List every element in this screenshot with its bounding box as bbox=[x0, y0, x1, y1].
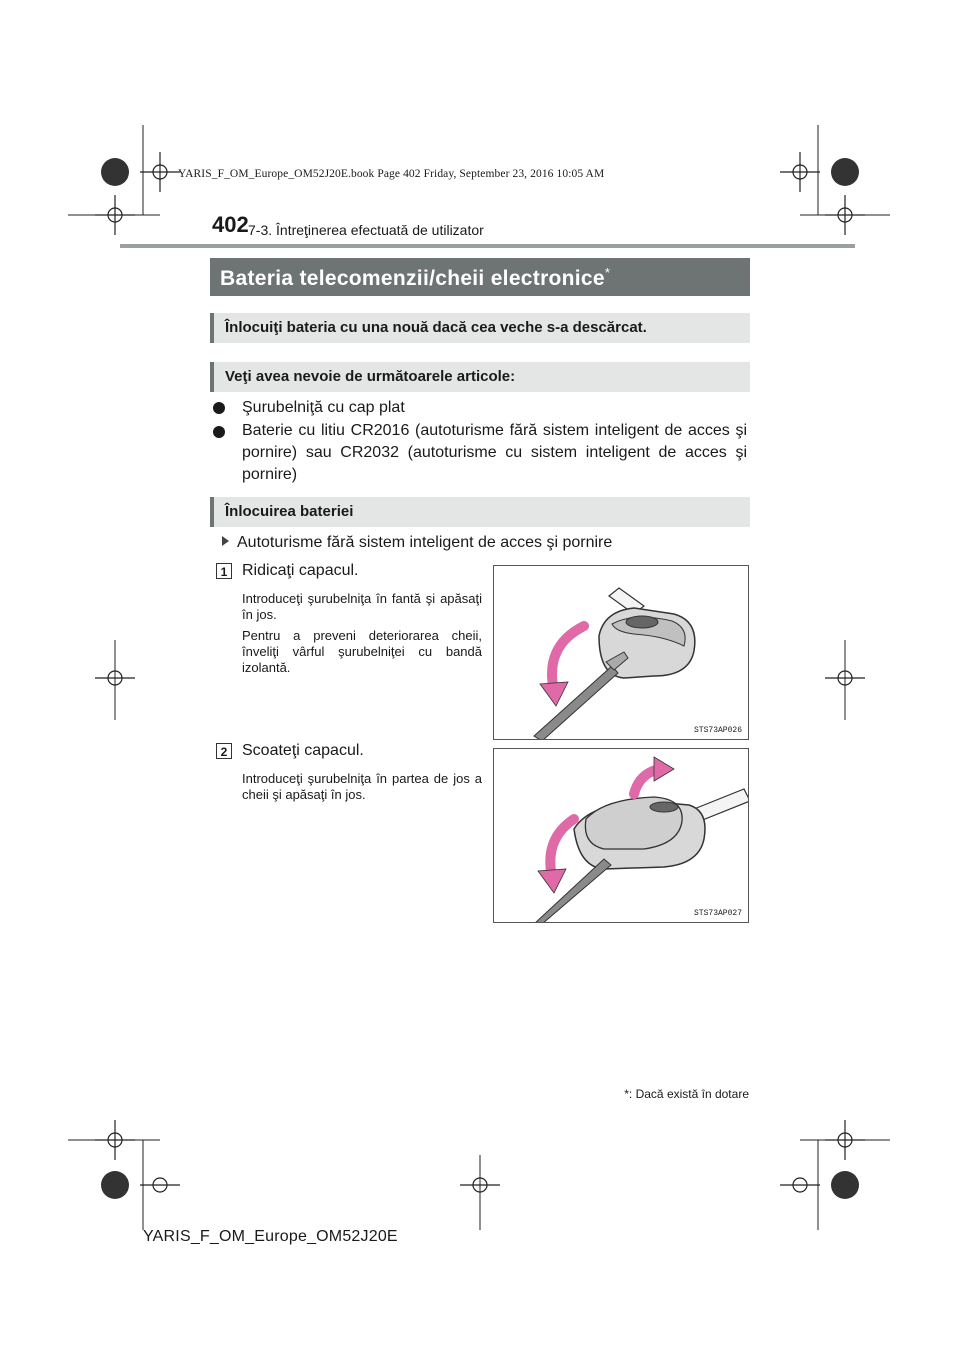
footer-code: YARIS_F_OM_Europe_OM52J20E bbox=[143, 1228, 398, 1245]
footnote-text: : Dacă există în dotare bbox=[628, 1087, 749, 1101]
key-cover-illustration bbox=[494, 566, 749, 740]
bullet-icon bbox=[213, 401, 225, 419]
key-cover-removal-illustration bbox=[494, 749, 749, 923]
page-title-text: Bateria telecomenzii/cheii electronice bbox=[220, 267, 605, 290]
header-rule bbox=[120, 244, 855, 248]
items-heading-text: Veţi avea nevoie de următoarele articole: bbox=[225, 368, 516, 385]
step-number-2: 2 bbox=[216, 743, 232, 759]
asterisk-icon: * bbox=[604, 265, 611, 280]
list-item: Şurubelniţă cu cap plat bbox=[242, 399, 405, 416]
step-1-title: Ridicaţi capacul. bbox=[242, 562, 359, 579]
intro-bar bbox=[210, 313, 750, 343]
section-title: 7-3. Întreţinerea efectuată de utilizator bbox=[248, 222, 484, 238]
triangle-icon bbox=[222, 536, 229, 546]
intro-text: Înlocuiţi bateria cu una nouă dacă cea veche s-a descărcat. bbox=[225, 319, 647, 336]
items-heading bbox=[210, 362, 750, 392]
footnote bbox=[624, 1087, 749, 1101]
subheading bbox=[222, 534, 612, 552]
figure-1 bbox=[493, 565, 749, 740]
replace-heading bbox=[210, 497, 750, 527]
step-1-desc-1: Introduceţi şurubelniţa în fantă şi apăsaţi în jos. bbox=[242, 591, 482, 622]
asterisk-icon: * bbox=[624, 1087, 629, 1101]
figure-1-code: STS73AP026 bbox=[693, 726, 742, 735]
replace-heading-text: Înlocuirea bateriei bbox=[225, 503, 354, 520]
figure-2 bbox=[493, 748, 749, 923]
page-title bbox=[210, 258, 750, 296]
step-2-title: Scoateţi capacul. bbox=[242, 742, 364, 759]
subheading-text: Autoturisme fără sistem inteligent de acces şi pornire bbox=[237, 534, 613, 551]
list-item: Baterie cu litiu CR2016 (autoturisme fără sistem inteligent de acces şi pornire) sau CR2032 (autoturisme cu sistem inteligent de acces şi pornire) bbox=[242, 422, 747, 483]
page-number: 402 bbox=[212, 212, 249, 237]
step-2-desc-1: Introduceţi şurubelniţa în partea de jos a cheii şi apăsaţi în jos. bbox=[242, 771, 482, 802]
step-1-desc-2: Pentru a preveni deteriorarea cheii, înveliţi vârful şurubelniţei cu bandă izolantă. bbox=[242, 628, 482, 675]
figure-2-code: STS73AP027 bbox=[693, 909, 742, 918]
book-info-line: YARIS_F_OM_Europe_OM52J20E.book Page 402 Friday, September 23, 2016 10:05 AM bbox=[178, 168, 605, 180]
bullet-icon bbox=[213, 425, 225, 443]
step-number-1: 1 bbox=[216, 563, 232, 579]
